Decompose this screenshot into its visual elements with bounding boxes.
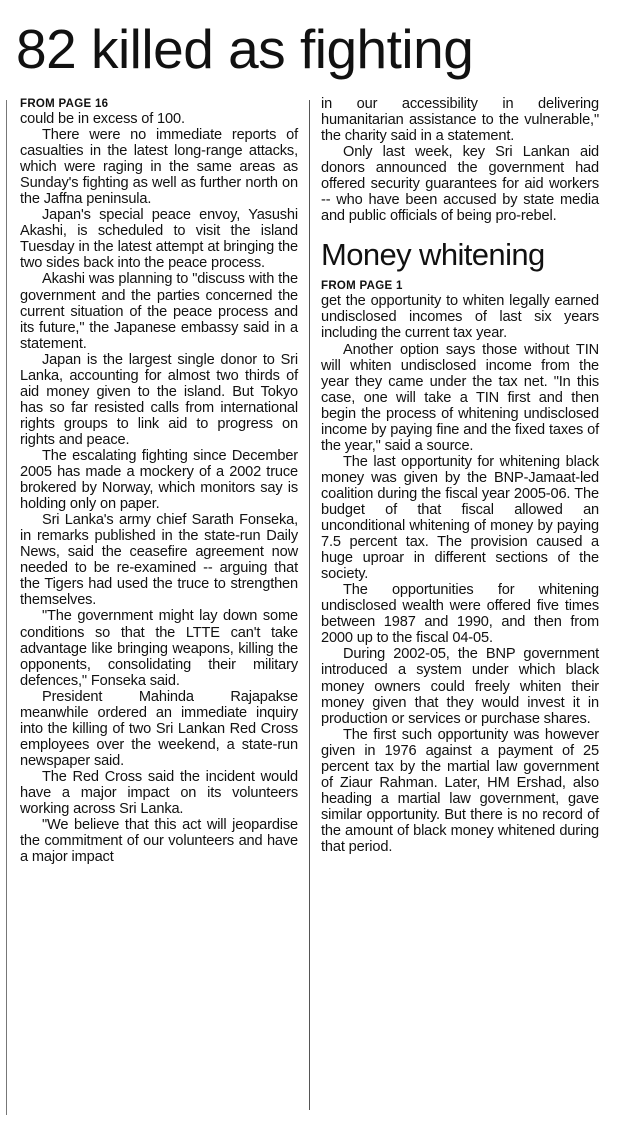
money-paragraph-4: The opportunities for whitening undisclosed wealth were offered five times between 1987 and 1990, and then from 2000 up to the fiscal 04-05. bbox=[321, 582, 599, 647]
money-paragraph-1: get the opportunity to whiten legally earned undisclosed incomes of last six years including the current tax year. bbox=[321, 293, 599, 342]
left-paragraph-5: Japan is the largest single donor to Sri Lanka, accounting for almost two thirds of aid money given to the island. But Tokyo has so far resisted calls from international rights groups to link aid to progress on rights and peace. bbox=[20, 351, 298, 448]
money-paragraph-2: Another option says those without TIN will whiten undisclosed income from the year they came under the tax net. "In this case, one will take a TIN first and then begin the process of whitening undisclosed income by paying fine and the fixed taxes of the year," said a source. bbox=[321, 341, 599, 454]
money-whitening-headline: Money whitening bbox=[321, 237, 545, 273]
right-column bbox=[321, 96, 599, 855]
money-paragraph-3: The last opportunity for whitening black money was given by the BNP-Jamaat-led coalition during the fiscal year 2005-06. The budget of that fiscal allowed an unconditional whitening of money by paying 7.5 percent tax. The provision caused a huge uproar in different sections of the society. bbox=[321, 453, 599, 583]
left-paragraph-7: Sri Lanka's army chief Sarath Fonseka, in remarks published in the state-run Daily News, said the ceasefire agreement now needed to be re-examined -- arguing that the Tigers had used the truce to strengthen themselves. bbox=[20, 512, 298, 609]
kicker-from-page-1: FROM PAGE 1 bbox=[321, 280, 403, 293]
left-edge-rule bbox=[6, 100, 7, 1115]
money-paragraph-5: During 2002-05, the BNP government introduced a system under which black money owners could freely whiten their money given that they would invest it in production or services or purchase shares. bbox=[321, 646, 599, 727]
left-paragraph-8: "The government might lay down some conditions so that the LTTE can't take advantage like bringing weapons, killing the opponents, consolidating their military defences," Fonseka said. bbox=[20, 608, 298, 689]
money-paragraph-6: The first such opportunity was however given in 1976 against a payment of 25 percent tax by the martial law government of Ziaur Rahman. Later, HM Ershad, also heading a martial law government, gave similar opportunity. But there is no record of the amount of black money whitened during that period. bbox=[321, 726, 599, 855]
left-paragraph-2: There were no immediate reports of casualties in the latest long-range attacks, which were raging in the same areas as Sunday's fighting as well as further north on the Jaffna peninsula. bbox=[20, 127, 298, 208]
left-paragraph-11: "We believe that this act will jeopardise the commitment of our volunteers and have a major impact bbox=[20, 817, 298, 866]
left-paragraph-3: Japan's special peace envoy, Yasushi Akashi, is scheduled to visit the island Tuesday in the latest attempt at bringing the two sides back into the peace process. bbox=[20, 207, 298, 272]
headline: 82 killed as fighting bbox=[16, 18, 474, 80]
left-paragraph-6: The escalating fighting since December 2005 has made a mockery of a 2002 truce brokered by Norway, which monitors say is holding only on paper. bbox=[20, 447, 298, 513]
left-paragraph-10: The Red Cross said the incident would have a major impact on its volunteers working across Sri Lanka. bbox=[20, 768, 298, 818]
left-paragraph-4: Akashi was planning to "discuss with the government and the parties concerned the current situation of the peace process and its future," the Japanese embassy said in a statement. bbox=[20, 271, 298, 352]
column-rule bbox=[309, 100, 310, 1110]
left-paragraph-9: President Mahinda Rajapakse meanwhile ordered an immediate inquiry into the killing of two Sri Lankan Red Cross employees over the weekend, a state-run newspaper said. bbox=[20, 688, 298, 769]
left-column bbox=[20, 98, 298, 865]
left-paragraph-1: could be in excess of 100. bbox=[20, 111, 185, 127]
right-continuation-paragraph-1: in our accessibility in delivering humanitarian assistance to the vulnerable," the charity said in a statement. bbox=[321, 96, 599, 145]
right-continuation-paragraph-2: Only last week, key Sri Lankan aid donors announced the government had offered security guarantees for aid workers -- who have been accused by state media and public officials of being pro-rebel. bbox=[321, 144, 599, 225]
kicker-from-page-16: FROM PAGE 16 bbox=[20, 98, 109, 110]
